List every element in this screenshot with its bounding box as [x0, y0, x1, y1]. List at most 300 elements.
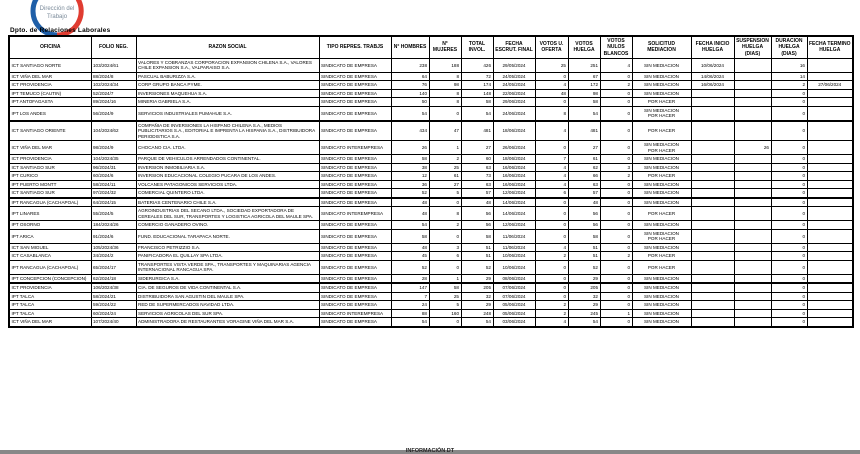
cell-susp [734, 121, 771, 141]
cell-oficina: ICT SANTIAGO ORIENTE [9, 121, 91, 141]
cell-folio: 88/2024/8 [91, 72, 136, 81]
cell-dur: 0 [771, 172, 807, 181]
col-header-mujeres: N° MUJERES [429, 36, 461, 58]
cell-folio: 96/2024/31 [91, 163, 136, 172]
cell-dur: 0 [771, 106, 807, 121]
cell-folio: 104/2024/35 [91, 155, 136, 164]
table-row [9, 221, 853, 230]
cell-hombres: 48 [391, 207, 429, 221]
page-title: Dpto. de Relaciones Laborales [10, 27, 111, 34]
cell-hombres: 88 [391, 309, 429, 318]
cell-hombres: 76 [391, 81, 429, 90]
cell-solicitud: SIN MEDIACION [632, 221, 691, 230]
cell-hombres: 238 [391, 58, 429, 72]
table-row [9, 274, 853, 283]
cell-dur: 14 [771, 72, 807, 81]
cell-vnulos: 2 [600, 252, 632, 261]
table-header-row [9, 36, 853, 58]
cell-escrut: 29/05/2024 [493, 58, 535, 72]
col-header-ftermino: FECHA TERMINO HUELGA [807, 36, 853, 58]
cell-vnulos: 0 [600, 121, 632, 141]
cell-total: 52 [461, 260, 493, 274]
cell-razon: CORP GRUPO BANCA PYME. [136, 81, 319, 90]
cell-dur: 0 [771, 252, 807, 261]
cell-total: 51 [461, 252, 493, 261]
cell-susp [734, 98, 771, 107]
cell-tipo: SINDICATO DE EMPRESA [319, 283, 391, 292]
col-header-hombres: N° HOMBRES [391, 36, 429, 58]
cell-uoferta: 2 [535, 301, 568, 310]
cell-vhuelga: 56 [568, 221, 600, 230]
cell-hombres: 434 [391, 121, 429, 141]
cell-mujeres: 25 [429, 163, 461, 172]
cell-solicitud: SIN MEDIACION [632, 318, 691, 327]
cell-folio: 58/2024/11 [91, 180, 136, 189]
cell-ftermino [807, 172, 853, 181]
cell-ftermino [807, 141, 853, 155]
cell-oficina: ICT PROVIDENCIA [9, 81, 91, 90]
col-header-escrut: FECHA ESCRUT. FINAL [493, 36, 535, 58]
cell-finicio [691, 229, 734, 243]
cell-vhuelga: 67 [568, 72, 600, 81]
cell-finicio [691, 318, 734, 327]
cell-razon: BATERIAS CENTENARIO CHILE S.A. [136, 198, 319, 207]
cell-total: 72 [461, 72, 493, 81]
cell-ftermino: 27/06/2024 [807, 81, 853, 90]
table-row [9, 243, 853, 252]
cell-mujeres: 0 [429, 318, 461, 327]
cell-susp: 26 [734, 141, 771, 155]
cell-mujeres: 1 [429, 141, 461, 155]
cell-solicitud: SIN MEDIACION [632, 163, 691, 172]
cell-mujeres: 6 [429, 252, 461, 261]
cell-susp [734, 318, 771, 327]
cell-escrut: 05/06/2024 [493, 301, 535, 310]
cell-dur: 0 [771, 221, 807, 230]
table-row [9, 89, 853, 98]
cell-razon: INVERSION EDUCACIONAL COLEGIO PUCARA DE LOS ANDES. [136, 172, 319, 181]
cell-mujeres: 2 [429, 155, 461, 164]
cell-finicio [691, 98, 734, 107]
cell-mujeres: 8 [429, 72, 461, 81]
cell-escrut: 14/06/2024 [493, 207, 535, 221]
table-row [9, 252, 853, 261]
cell-folio: 56/2024/9 [91, 106, 136, 121]
cell-oficina: IPT OSORNO [9, 221, 91, 230]
cell-razon: VOLCANES PATAGONICOS SERVICIOS LTDA. [136, 180, 319, 189]
cell-razon: CIA. DE SEGUROS DE VIDA CONTINENTAL S.A. [136, 283, 319, 292]
cell-ftermino [807, 121, 853, 141]
cell-solicitud: POR HACER [632, 121, 691, 141]
cell-mujeres: 47 [429, 121, 461, 141]
cell-finicio [691, 207, 734, 221]
cell-hombres: 48 [391, 243, 429, 252]
cell-oficina: ICT PROVIDENCIA [9, 283, 91, 292]
cell-susp [734, 301, 771, 310]
cell-solicitud: SIN MEDIACION [632, 309, 691, 318]
cell-dur: 16 [771, 58, 807, 72]
cell-total: 54 [461, 318, 493, 327]
cell-mujeres: 3 [429, 243, 461, 252]
col-header-tipo: TIPO REPRES. TRABJS [319, 36, 391, 58]
cell-hombres: 147 [391, 283, 429, 292]
cell-dur: 0 [771, 243, 807, 252]
cell-finicio [691, 309, 734, 318]
cell-vnulos: 0 [600, 318, 632, 327]
cell-finicio [691, 221, 734, 230]
cell-finicio [691, 155, 734, 164]
cell-vnulos: 0 [600, 98, 632, 107]
cell-susp [734, 309, 771, 318]
cell-solicitud: SIN MEDIACION POR HACER [632, 106, 691, 121]
cell-mujeres: 0 [429, 106, 461, 121]
cell-solicitud: SIN MEDIACION [632, 180, 691, 189]
cell-dur: 0 [771, 260, 807, 274]
cell-oficina: IPT TALCA [9, 292, 91, 301]
cell-tipo: SINDICATO DE EMPRESA [319, 89, 391, 98]
cell-oficina: IPT TALCA [9, 301, 91, 310]
cell-ftermino [807, 163, 853, 172]
cell-tipo: SINDICATO DE EMPRESA [319, 318, 391, 327]
cell-total: 32 [461, 292, 493, 301]
cell-vhuelga: 48 [568, 198, 600, 207]
cell-tipo: SINDICATO DE EMPRESA [319, 98, 391, 107]
cell-total: 426 [461, 58, 493, 72]
cell-uoferta: 0 [535, 292, 568, 301]
cell-oficina: IPT LINARES [9, 207, 91, 221]
cell-ftermino [807, 72, 853, 81]
cell-uoferta: 4 [535, 180, 568, 189]
cell-vnulos: 0 [600, 155, 632, 164]
cell-solicitud: SIN MEDIACION [632, 243, 691, 252]
cell-razon: CHOCANO CIA. LTDA. [136, 141, 319, 155]
cell-dur: 0 [771, 292, 807, 301]
cell-escrut: 26/06/2024 [493, 141, 535, 155]
cell-total: 56 [461, 207, 493, 221]
cell-tipo: SINDICATO DE EMPRESA [319, 301, 391, 310]
cell-razon: SIDERURGICA S.A. [136, 274, 319, 283]
cell-oficina: ICT SANTIAGO NORTE [9, 58, 91, 72]
cell-tipo: SINDICATO DE EMPRESA [319, 106, 391, 121]
cell-folio: 91/2024/6 [91, 229, 136, 243]
cell-escrut: 07/06/2024 [493, 292, 535, 301]
cell-uoferta: 2 [535, 252, 568, 261]
cell-vhuelga: 51 [568, 243, 600, 252]
cell-solicitud: SIN MEDIACION [632, 81, 691, 90]
cell-oficina: IPT RANCAGUA (CACHAPOAL) [9, 260, 91, 274]
table-row [9, 207, 853, 221]
cell-uoferta: 0 [535, 207, 568, 221]
cell-vnulos: 0 [600, 189, 632, 198]
cell-folio: 89/2024/16 [91, 98, 136, 107]
cell-finicio: 14/06/2024 [691, 72, 734, 81]
cell-escrut: 12/06/2024 [493, 221, 535, 230]
cell-vnulos: 4 [600, 58, 632, 72]
cell-escrut: 03/06/2024 [493, 318, 535, 327]
table-row [9, 318, 853, 327]
cell-folio: 62/2024/18 [91, 274, 136, 283]
cell-razon: PASCUAL BABURIZZA S.A. [136, 72, 319, 81]
cell-hombres: 24 [391, 301, 429, 310]
cell-escrut: 16/06/2024 [493, 180, 535, 189]
cell-vnulos: 0 [600, 274, 632, 283]
cell-uoferta: 0 [535, 98, 568, 107]
cell-total: 51 [461, 243, 493, 252]
cell-vhuelga: 62 [568, 163, 600, 172]
cell-oficina: ICT VIÑA DEL MAR [9, 141, 91, 155]
cell-finicio [691, 198, 734, 207]
cell-tipo: SINDICATO DE EMPRESA [319, 81, 391, 90]
cell-razon: INVERSION INMOBILIARIA S.A. [136, 163, 319, 172]
cell-vhuelga: 63 [568, 180, 600, 189]
table-body [9, 58, 853, 327]
cell-tipo: SINDICATO DE EMPRESA [319, 243, 391, 252]
cell-hombres: 26 [391, 141, 429, 155]
cell-vhuelga: 56 [568, 207, 600, 221]
cell-vhuelga: 58 [568, 229, 600, 243]
cell-solicitud: SIN MEDIACION [632, 72, 691, 81]
cell-folio: 106/2024/38 [91, 283, 136, 292]
cell-finicio [691, 121, 734, 141]
cell-hombres: 140 [391, 89, 429, 98]
cell-razon: MINERIA GABRIELA S.A. [136, 98, 319, 107]
cell-solicitud: POR HACER [632, 252, 691, 261]
cell-razon: COMERCIAL QUINTERO LTDA. [136, 189, 319, 198]
cell-vnulos: 0 [600, 106, 632, 121]
cell-tipo: SINDICATO DE EMPRESA [319, 172, 391, 181]
cell-uoferta: 6 [535, 189, 568, 198]
cell-escrut: 29/06/2024 [493, 98, 535, 107]
col-header-razon: RAZON SOCIAL [136, 36, 319, 58]
table-row [9, 106, 853, 121]
table-row [9, 72, 853, 81]
cell-total: 54 [461, 106, 493, 121]
table-row [9, 163, 853, 172]
cell-total: 57 [461, 189, 493, 198]
cell-susp [734, 58, 771, 72]
cell-folio: 104/2024/62 [91, 121, 136, 141]
cell-dur: 0 [771, 121, 807, 141]
cell-mujeres: 188 [429, 58, 461, 72]
cell-vhuelga: 245 [568, 309, 600, 318]
cell-tipo: SINDICATO DE EMPRESA [319, 189, 391, 198]
col-header-solicitud: SOLICITUD MEDIACION [632, 36, 691, 58]
col-header-folio: FOLIO NEG. [91, 36, 136, 58]
cell-hombres: 54 [391, 221, 429, 230]
cell-escrut: 11/06/2024 [493, 229, 535, 243]
cell-hombres: 50 [391, 98, 429, 107]
cell-vnulos: 0 [600, 207, 632, 221]
cell-hombres: 64 [391, 72, 429, 81]
cell-total: 205 [461, 283, 493, 292]
cell-tipo: SINDICATO DE EMPRESA [319, 198, 391, 207]
cell-susp [734, 106, 771, 121]
cell-ftermino [807, 229, 853, 243]
cell-escrut: 11/06/2024 [493, 243, 535, 252]
cell-razon: TRANSPORTES VISTA VERDE SPA., TRANSPORTES Y MAQUINARIAS AGENCIA INTERNACIONAL RANCAGUA SPA. [136, 260, 319, 274]
cell-oficina: IPT RANCAGUA (CACHAPOAL) [9, 198, 91, 207]
cell-tipo: SINDICATO DE EMPRESA [319, 180, 391, 189]
cell-total: 63 [461, 180, 493, 189]
cell-dur: 0 [771, 309, 807, 318]
table-row [9, 198, 853, 207]
cell-total: 73 [461, 172, 493, 181]
cell-total: 60 [461, 155, 493, 164]
cell-solicitud: SIN MEDIACION [632, 89, 691, 98]
cell-vnulos: 0 [600, 72, 632, 81]
table-row [9, 229, 853, 243]
cell-folio: 34/2024/2 [91, 252, 136, 261]
cell-dur: 0 [771, 301, 807, 310]
cell-vnulos: 3 [600, 163, 632, 172]
cell-oficina: IPT PUERTO MONTT [9, 180, 91, 189]
col-header-uoferta: VOTOS U. OFERTA [535, 36, 568, 58]
cell-vhuelga: 57 [568, 189, 600, 198]
cell-total: 29 [461, 274, 493, 283]
cell-folio: 65/2024/17 [91, 260, 136, 274]
cell-vhuelga: 54 [568, 318, 600, 327]
cell-vnulos: 2 [600, 172, 632, 181]
cell-ftermino [807, 221, 853, 230]
cell-susp [734, 72, 771, 81]
col-header-vhuelga: VOTOS HUELGA [568, 36, 600, 58]
cell-vhuelga: 205 [568, 283, 600, 292]
table-row [9, 309, 853, 318]
table-head [9, 36, 853, 58]
cell-escrut: 16/06/2024 [493, 163, 535, 172]
cell-uoferta: 7 [535, 155, 568, 164]
cell-tipo: SINDICATO DE EMPRESA [319, 221, 391, 230]
cell-uoferta: 2 [535, 309, 568, 318]
cell-razon: DISTRIBUIDORA SAN AGUSTIN DEL MAULE SPA. [136, 292, 319, 301]
cell-tipo: SINDICATO DE EMPRESA [319, 274, 391, 283]
col-header-vnulos: VOTOS NULOS BLANCOS [600, 36, 632, 58]
cell-tipo: SINDICATO INTEREMPRESA [319, 207, 391, 221]
cell-tipo: SINDICATO DE EMPRESA [319, 252, 391, 261]
cell-razon: SERVICIOS INDUSTRIALES PUMAHUE S.A. [136, 106, 319, 121]
cell-mujeres: 98 [429, 81, 461, 90]
cell-ftermino [807, 155, 853, 164]
cell-uoferta: 4 [535, 318, 568, 327]
cell-vnulos: 0 [600, 283, 632, 292]
cell-hombres: 7 [391, 292, 429, 301]
cell-ftermino [807, 260, 853, 274]
cell-folio: 184/2024/26 [91, 221, 136, 230]
cell-susp [734, 207, 771, 221]
cell-ftermino [807, 198, 853, 207]
cell-total: 27 [461, 141, 493, 155]
cell-folio: 55/2024/5 [91, 207, 136, 221]
cell-solicitud: SIN MEDIACION [632, 58, 691, 72]
cell-hombres: 36 [391, 180, 429, 189]
cell-total: 63 [461, 163, 493, 172]
cell-mujeres: 0 [429, 229, 461, 243]
cell-razon: FRANCISCO PETRIZZIO S.A. [136, 243, 319, 252]
cell-vhuelga: 98 [568, 89, 600, 98]
cell-razon: COMPAÑIA DE INVERSIONES LA HISPANO CHILENA S.A., MEDIOS PUBLICITARIOS S.A., EDITORIAL E IMPRENTA LA HISPANIA S.A., DISTRIBUIDORA PERIODISTICA S.A. [136, 121, 319, 141]
table-row [9, 283, 853, 292]
cell-ftermino [807, 283, 853, 292]
cell-solicitud: POR HACER [632, 207, 691, 221]
cell-finicio: 16/06/2024 [691, 81, 734, 90]
cell-dur: 0 [771, 283, 807, 292]
cell-vhuelga: 481 [568, 121, 600, 141]
cell-uoferta: 25 [535, 58, 568, 72]
table-row [9, 301, 853, 310]
cell-oficina: IPT LOS ANDES [9, 106, 91, 121]
cell-vhuelga: 251 [568, 58, 600, 72]
cell-razon: RED DE SUPERMERCADOS NAVIDAD LTDA. [136, 301, 319, 310]
cell-escrut: 10/06/2024 [493, 252, 535, 261]
cell-uoferta: 0 [535, 141, 568, 155]
cell-vnulos: 0 [600, 292, 632, 301]
cell-ftermino [807, 309, 853, 318]
cell-finicio [691, 163, 734, 172]
cell-susp [734, 81, 771, 90]
cell-solicitud: SIN MEDIACION [632, 292, 691, 301]
table-row [9, 98, 853, 107]
cell-vnulos: 0 [600, 141, 632, 155]
cell-uoferta: 0 [535, 260, 568, 274]
cell-vhuelga: 66 [568, 172, 600, 181]
cell-dur: 0 [771, 180, 807, 189]
table-row [9, 189, 853, 198]
cell-oficina: ICT SANTIAGO SUR [9, 163, 91, 172]
cell-finicio: 10/06/2024 [691, 58, 734, 72]
cell-hombres: 52 [391, 260, 429, 274]
cell-ftermino [807, 98, 853, 107]
strikes-report-table-wrap [8, 35, 852, 328]
cell-folio: 97/2024/32 [91, 189, 136, 198]
col-header-susp: SUSPENSION HUELGA (DIAS) [734, 36, 771, 58]
cell-total: 248 [461, 309, 493, 318]
cell-dur: 2 [771, 81, 807, 90]
col-header-oficina: OFICINA [9, 36, 91, 58]
table-row [9, 292, 853, 301]
cell-dur: 0 [771, 98, 807, 107]
cell-total: 48 [461, 198, 493, 207]
cell-hombres: 48 [391, 198, 429, 207]
cell-folio: 98/2024/9 [91, 141, 136, 155]
cell-escrut: 18/06/2024 [493, 155, 535, 164]
logo-text-line1: Dirección del [39, 6, 75, 12]
cell-folio: 59/2024/22 [91, 301, 136, 310]
cell-escrut: 18/06/2024 [493, 121, 535, 141]
cell-susp [734, 274, 771, 283]
cell-vnulos: 0 [600, 229, 632, 243]
cell-uoferta: 48 [535, 89, 568, 98]
cell-finicio [691, 89, 734, 98]
table-row [9, 172, 853, 181]
cell-dur: 0 [771, 229, 807, 243]
cell-total: 58 [461, 98, 493, 107]
cell-tipo: SINDICATO DE EMPRESA [319, 72, 391, 81]
cell-solicitud: POR HACER [632, 172, 691, 181]
cell-mujeres: 27 [429, 180, 461, 189]
cell-finicio [691, 292, 734, 301]
cell-ftermino [807, 189, 853, 198]
cell-folio: 105/2024/36 [91, 243, 136, 252]
cell-dur: 0 [771, 318, 807, 327]
cell-tipo: SINDICATO DE EMPRESA [319, 229, 391, 243]
cell-solicitud: SIN MEDIACION [632, 283, 691, 292]
cell-ftermino [807, 301, 853, 310]
cell-vnulos: 0 [600, 180, 632, 189]
cell-uoferta: 0 [535, 274, 568, 283]
cell-vhuelga: 61 [568, 155, 600, 164]
table-row [9, 141, 853, 155]
cell-uoferta: 0 [535, 221, 568, 230]
